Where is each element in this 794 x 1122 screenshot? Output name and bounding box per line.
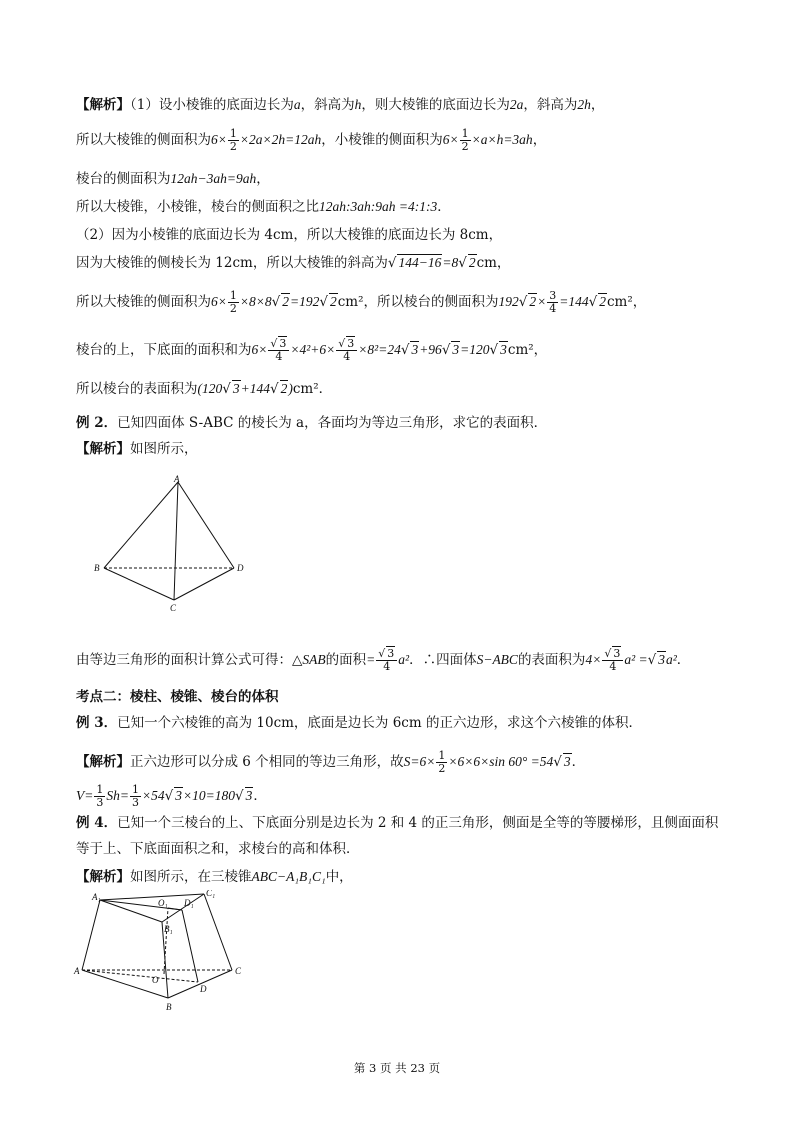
example-label: 例 2．: [76, 415, 118, 431]
label-d1: D₁: [184, 898, 194, 908]
math: 2: [529, 294, 537, 309]
math: ×4²+6×: [290, 342, 336, 357]
math: ×8²=24: [358, 342, 401, 357]
fraction: [336, 338, 357, 363]
math: ×6×6×sin 60° =54: [448, 754, 554, 769]
math: 3: [175, 788, 182, 803]
text: cm²，: [606, 294, 647, 310]
denominator: 3: [96, 796, 104, 809]
math: △SAB: [292, 652, 326, 667]
denominator: 4: [383, 660, 391, 673]
text: 因为大棱锥的侧棱长为 12cm，所以大棱锥的斜高为: [76, 255, 388, 271]
math: +96: [419, 342, 442, 357]
label-d: D: [200, 984, 207, 994]
numerator: 1: [438, 749, 446, 762]
fraction: [602, 648, 623, 673]
math: =144: [559, 294, 589, 309]
radical-sign: √: [271, 294, 281, 310]
math: =: [366, 652, 376, 667]
section-title: 考点二：棱柱、棱锥、棱台的体积: [76, 689, 279, 705]
math: 3: [452, 342, 460, 357]
denominator: 2: [229, 140, 237, 153]
text: （1）设小棱锥的底面边长为: [130, 97, 294, 113]
denominator: 4: [275, 350, 283, 363]
math: =192: [289, 294, 320, 309]
surface-area-line: [76, 380, 332, 398]
math: 6×: [251, 342, 268, 357]
denominator: 4: [609, 660, 617, 673]
text: 所以大棱锥的侧面积为: [76, 294, 211, 310]
math: h: [354, 97, 362, 112]
numerator: 1: [461, 127, 469, 140]
ratio-line: [76, 198, 451, 216]
math: 2: [329, 294, 337, 309]
math: ×10=180: [182, 788, 235, 803]
numerator: 1: [96, 783, 104, 796]
text: ，斜高为: [523, 97, 578, 113]
text: 如图所示，: [130, 441, 198, 457]
radical-sign: √: [489, 342, 499, 358]
text: 已知一个三棱台的上、下底面分别是边长为 2 和 4 的正三角形，侧面是全等的等腰梯形，且侧面面积: [117, 815, 719, 831]
text: 等于上、下底面面积之和，求棱台的高和体积．: [76, 841, 360, 857]
example-2: [76, 414, 547, 432]
text: ．: [253, 788, 267, 804]
math: 12ah−3ah=9ah: [170, 171, 257, 186]
fraction: [130, 784, 141, 809]
tetrahedron-figure: [90, 474, 270, 614]
frustum-figure: [72, 890, 252, 1020]
radicand: 3: [279, 337, 287, 350]
example-4-solution: [76, 868, 353, 886]
vertex-label-d: D: [237, 563, 244, 573]
denominator: 4: [343, 350, 351, 363]
text: cm²，: [507, 342, 548, 358]
text: cm²．: [292, 381, 333, 397]
radical-sign: √: [647, 652, 657, 668]
edge-ac: [174, 482, 178, 600]
radical-sign: √: [441, 342, 451, 358]
math: 2a: [509, 97, 524, 112]
text: 所以大棱锥，小棱锥，棱台的侧面积之比: [76, 199, 319, 215]
math: (120: [197, 381, 223, 396]
math: 2: [468, 255, 476, 270]
label-o: O: [152, 975, 159, 985]
denominator: 2: [438, 762, 446, 775]
numerator: 1: [229, 289, 237, 302]
text: ，: [532, 132, 547, 148]
radicand: 3: [387, 647, 395, 660]
text: 如图所示，在三棱锥: [130, 869, 252, 885]
math: 3: [411, 342, 419, 357]
solution-label: 【解析】: [76, 97, 130, 113]
radical-sign: √: [222, 381, 231, 397]
math: ×8×8: [239, 294, 272, 309]
radical-sign: √: [378, 647, 386, 660]
math: 2: [599, 294, 606, 309]
volume-line: [76, 784, 267, 809]
math: =8: [442, 255, 459, 270]
radical-sign: √: [400, 342, 410, 358]
math: 3: [245, 788, 253, 803]
edge-ad: [178, 482, 234, 568]
radical-sign: √: [319, 294, 328, 310]
math: 6×: [442, 132, 459, 147]
radical-sign: √: [164, 788, 174, 804]
text: cm，: [476, 255, 511, 271]
math: 3: [563, 754, 571, 769]
text: ，斜高为: [300, 97, 355, 113]
radicand: 3: [347, 337, 355, 350]
math: ×2a×2h=12ah: [239, 132, 322, 147]
math: 4×: [585, 652, 602, 667]
math: 3: [658, 652, 665, 667]
fraction: [376, 648, 397, 673]
fraction: [228, 290, 239, 315]
label-b: B: [166, 1002, 172, 1012]
text: ．: [676, 652, 691, 668]
radical-sign: √: [604, 647, 612, 660]
big-pyramid-lateral-line: [76, 290, 646, 315]
text: 中，: [325, 869, 353, 885]
math: +144: [240, 381, 270, 396]
fraction: [228, 128, 239, 153]
text: ．∴四面体: [409, 652, 477, 668]
text: 所以棱台的表面积为: [76, 381, 198, 397]
vertex-label-c: C: [170, 603, 177, 613]
edge-aa1: [82, 900, 100, 970]
text: 已知一个六棱锥的高为 10cm，底面是边长为 6cm 的正六边形，求这个六棱锥的体积．: [117, 715, 642, 731]
edge-dd1: [182, 910, 198, 982]
solution-part2-line: [76, 226, 502, 244]
lateral-area-line: [76, 128, 546, 153]
fraction: [268, 338, 289, 363]
math: =120: [460, 342, 490, 357]
math: ×a×h=3ah: [471, 132, 533, 147]
math: ×: [537, 294, 547, 309]
text: ．: [571, 754, 586, 770]
text: ，: [256, 171, 270, 187]
text: （2）因为小棱锥的底面边长为 4cm，所以大棱锥的底面边长为 8cm，: [76, 227, 503, 243]
numerator: 1: [229, 127, 237, 140]
math: V=: [76, 788, 94, 803]
label-c: C: [235, 966, 242, 976]
math: 3: [232, 381, 240, 396]
example-4: [76, 814, 718, 832]
numerator: 1: [131, 783, 139, 796]
fraction: [436, 750, 447, 775]
tetrahedron-area-line: [76, 648, 690, 673]
edge-bc: [104, 568, 174, 600]
math: 144−16: [398, 255, 442, 270]
radicand: 3: [613, 647, 621, 660]
fraction: [547, 290, 558, 315]
label-o1: O₁: [158, 898, 168, 908]
example-2-solution: [76, 440, 198, 458]
radical-sign: √: [234, 788, 244, 804]
frustum-lateral-line: [76, 170, 270, 188]
solution-label: 【解析】: [76, 441, 130, 457]
math: 12ah:3ah:9ah =4:1:3: [319, 199, 438, 214]
numerator: 3: [549, 289, 557, 302]
math: a² =: [624, 652, 648, 667]
solution-part1-line: [76, 96, 604, 114]
edge-dc: [174, 568, 234, 600]
denominator: 2: [461, 140, 469, 153]
math: 3: [500, 342, 507, 357]
text: ，小棱锥的侧面积为: [321, 132, 443, 148]
math: 6×: [211, 294, 227, 309]
math: 2h: [577, 97, 591, 112]
text: cm²，所以棱台的侧面积为: [337, 294, 499, 310]
text: 的面积: [325, 652, 367, 668]
math: 6×: [211, 132, 227, 147]
text: 正六边形可以分成 6 个相同的等边三角形，故: [130, 754, 404, 770]
denominator: 2: [229, 302, 237, 315]
label-a: A: [74, 966, 80, 976]
radical-sign: √: [553, 754, 562, 770]
base-areas-line: [76, 338, 547, 363]
text: 的表面积为: [517, 652, 586, 668]
text: ，: [590, 97, 605, 113]
edge-ab: [104, 482, 178, 568]
solution-label: 【解析】: [76, 869, 130, 885]
math: 192: [498, 294, 519, 309]
math: S−ABC: [476, 652, 518, 667]
denominator: 3: [131, 796, 139, 809]
fraction: [460, 128, 471, 153]
example-3-solution: [76, 750, 585, 775]
radical-sign: √: [270, 337, 278, 350]
denominator: 4: [549, 302, 557, 315]
radical-sign: √: [518, 294, 528, 310]
text: ．: [437, 199, 451, 215]
radical-sign: √: [458, 255, 467, 271]
radical-sign: √: [387, 255, 397, 271]
math: ABC−A₁B₁C₁: [251, 869, 326, 884]
math: 2: [282, 294, 289, 309]
radical-sign: √: [588, 294, 598, 310]
math: a²: [398, 652, 410, 667]
fraction: [94, 784, 105, 809]
math: ×54: [141, 788, 165, 803]
edge-cc1: [204, 894, 232, 970]
page-footer: 第 3 页 共 23 页: [353, 1061, 441, 1075]
math: Sh=: [106, 788, 129, 803]
example-3: [76, 714, 642, 732]
text: 由等边三角形的面积计算公式可得：: [76, 652, 292, 668]
math: S=6×: [403, 754, 436, 769]
edge-oo1: [164, 908, 168, 974]
radical-sign: √: [269, 381, 279, 397]
radical-sign: √: [338, 337, 346, 350]
math: a: [293, 97, 301, 112]
example-4-line2: [76, 840, 360, 858]
text: 棱台的上，下底面的面积和为: [76, 342, 252, 358]
text: 所以大棱锥的侧面积为: [76, 132, 211, 148]
solution-label: 【解析】: [76, 754, 130, 770]
vertex-label-b: B: [94, 563, 100, 573]
math: a²: [665, 652, 677, 667]
text: ，则大棱锥的底面边长为: [361, 97, 510, 113]
vertex-label-a: A: [174, 474, 180, 484]
math: ): [288, 381, 293, 396]
example-label: 例 4．: [76, 815, 118, 831]
label-a1: A₁: [92, 892, 101, 902]
math: 2: [280, 381, 288, 396]
text: 已知四面体 S-ABC 的棱长为 a，各面均为等边三角形，求它的表面积．: [117, 415, 548, 431]
label-c1: C₁: [206, 890, 216, 898]
example-label: 例 3．: [76, 715, 118, 731]
text: 棱台的侧面积为: [76, 171, 171, 187]
slant-height-line: [76, 254, 510, 272]
label-b1: B₁: [164, 924, 173, 934]
